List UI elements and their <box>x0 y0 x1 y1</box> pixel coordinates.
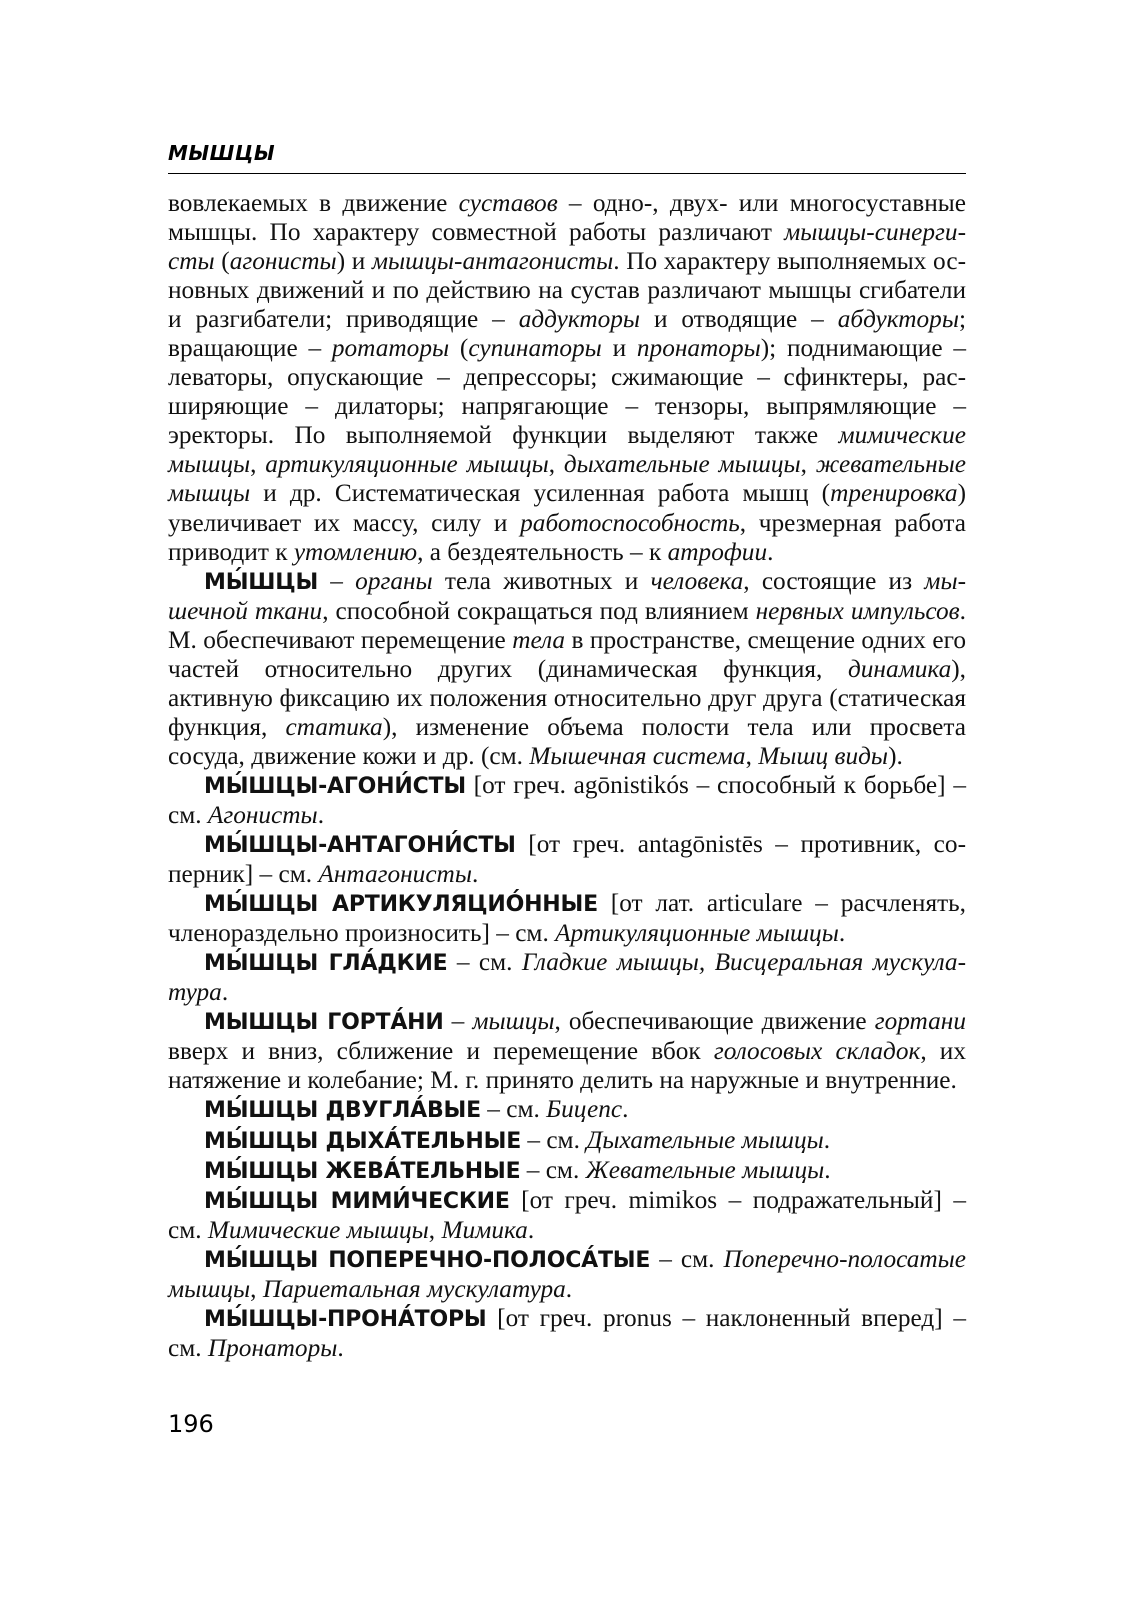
text-run: – <box>318 566 356 595</box>
text-run: ), активную фиксацию их положения относительно друг друга (статическая функция, <box>168 654 966 741</box>
text-run: – см. <box>520 1155 586 1184</box>
entry-myshtsy-artikulyatsionnye <box>168 889 966 948</box>
italic-term: утомлению <box>293 537 418 566</box>
entry-headword: МЫ́ШЦЫ ДВУГЛА́ВЫЕ <box>204 1098 481 1124</box>
italic-term: мышцы <box>472 1007 555 1036</box>
text-run: [от греч. mimikos – подражательный] – см. <box>168 1185 967 1244</box>
entry-headword: МЫ́ШЦЫ-АГОНИ́СТЫ <box>204 773 466 799</box>
text-run: . <box>527 1215 535 1244</box>
entry-headword: МЫ́ШЦЫ <box>204 569 319 595</box>
italic-term: Дыхательные мышцы <box>586 1125 824 1154</box>
text-run: . <box>221 978 229 1007</box>
header-rule <box>168 173 966 174</box>
entry-headword: МЫШЦЫ ГОРТА́НИ <box>204 1010 444 1036</box>
italic-term: Артикуляционные мышцы <box>555 919 839 948</box>
text-run: ) увеличивает их массу, силу и <box>168 479 966 537</box>
italic-term: суставов <box>458 189 558 217</box>
italic-term: мышцы-антагонисты <box>371 247 614 276</box>
text-run: ). <box>888 741 903 770</box>
italic-term: атрофии <box>667 537 768 566</box>
text-run: . <box>838 919 846 948</box>
text-run: ) и <box>336 247 372 276</box>
text-run: . <box>471 860 479 889</box>
entry-myshtsy-mimicheskie <box>168 1186 966 1245</box>
text-run: вверх и вниз, сближение и перемещение вбок <box>168 1037 714 1066</box>
text-run: [от греч. agōnistikós – способный к борьбе] – см. <box>168 770 966 829</box>
italic-term: Поперечно-полосатые мышцы <box>168 1244 966 1303</box>
italic-term: тела <box>512 625 566 654</box>
text-run: тела животных и <box>432 566 651 595</box>
italic-term: тренировка <box>830 479 958 508</box>
text-run: [от греч. antagōnistēs – противник, соперник] – см. <box>168 830 966 889</box>
italic-term: статика <box>285 712 383 741</box>
italic-term: Жевательные мышцы <box>585 1155 825 1184</box>
entry-headword: МЫ́ШЦЫ ПОПЕРЕЧНО-ПОЛОСА́ТЫЕ <box>204 1247 651 1273</box>
text-run: . <box>565 1274 573 1303</box>
text-run: , <box>745 741 759 770</box>
italic-term: Пронаторы <box>207 1333 338 1362</box>
continued-paragraph <box>168 189 966 567</box>
entry-myshtsy-poperechno-polosatye <box>168 1245 966 1304</box>
text-run: , а бездеятельность – к <box>417 537 668 566</box>
italic-term: жевательные мышцы <box>168 450 966 508</box>
italic-term: дыхательные мышцы <box>563 450 801 479</box>
page-number: 196 <box>168 1410 214 1438</box>
italic-term: Париетальная мускулатура <box>262 1274 566 1303</box>
text-run: ( <box>449 334 469 363</box>
text-run: , <box>800 450 816 479</box>
entry-myshtsy-gladkie <box>168 948 966 1007</box>
text-run: в пространстве, смещение одних его частей относительно других (динамическая функция, <box>168 625 966 683</box>
italic-term: Бицепс <box>546 1095 623 1124</box>
italic-term: работоспособность <box>520 508 740 537</box>
text-run: , <box>250 450 266 479</box>
italic-term: ротаторы <box>331 334 450 363</box>
italic-term: гортани <box>874 1007 966 1036</box>
text-run: , чрезмерная работа приводит к <box>168 508 966 566</box>
text-run: , их натяжение и колебание; М. г. принято делить на наружные и внутренние. <box>168 1037 966 1095</box>
text-run: . По характеру выполняемых основных движений и по действию на сустав различают мышцы сгибатели и разгибатели; приводящие – <box>168 247 966 334</box>
italic-term: мышечной ткани <box>168 566 967 625</box>
text-run: [от греч. pronus – наклоненный вперед] – см. <box>168 1303 966 1362</box>
text-run: . <box>824 1155 831 1184</box>
text-run: , <box>428 1215 442 1244</box>
italic-term: Мышц виды <box>758 741 889 770</box>
italic-term: аддукторы <box>518 305 641 334</box>
italic-term: супинаторы <box>468 334 602 363</box>
entry-myshtsy-agonisty <box>168 771 966 830</box>
entry-myshtsy-pronatory <box>168 1304 966 1363</box>
entry-myshtsy-antagonisty <box>168 830 966 889</box>
entry-headword: МЫ́ШЦЫ-АНТАГОНИ́СТЫ <box>204 833 516 859</box>
italic-term: Мимика <box>441 1215 528 1244</box>
text-run: и др. Систематическая усиленная работа мышц ( <box>250 479 831 508</box>
text-run: . <box>317 800 325 829</box>
text-run: ), изменение объема полости тела или просвета сосуда, движение кожи и др. (см. <box>168 712 966 770</box>
italic-term: Мимические мышцы <box>207 1215 429 1244</box>
italic-term: человека <box>650 566 744 595</box>
italic-term: динамика <box>847 654 952 683</box>
text-run: – см. <box>447 948 522 977</box>
italic-term: Гладкие мышцы, Висцеральная мускулатура <box>168 948 967 1007</box>
entry-myshtsy-zhevatelnye <box>168 1156 966 1186</box>
text-run: . <box>622 1095 629 1124</box>
italic-term: Антагонисты <box>318 860 472 889</box>
text-run: , <box>250 1274 263 1303</box>
text-run: . <box>767 537 774 566</box>
italic-term: голосовых складок <box>713 1037 921 1066</box>
text-run: . <box>823 1125 831 1154</box>
text-run: – <box>443 1007 473 1036</box>
entry-myshtsy-dykhatelnye <box>168 1126 966 1156</box>
entry-myshtsy-gortani <box>168 1007 966 1095</box>
entry-myshtsy <box>168 567 966 771</box>
text-run: вовлекаемых в движение <box>168 189 459 217</box>
entry-myshtsy-dvuglavye <box>168 1095 966 1125</box>
text-run: ( <box>214 247 230 276</box>
entry-headword: МЫ́ШЦЫ ГЛА́ДКИЕ <box>204 951 448 977</box>
italic-term: органы <box>355 566 433 595</box>
text-run: , <box>548 450 564 479</box>
text-run: – см. <box>521 1125 587 1154</box>
text-run: . <box>337 1333 344 1362</box>
text-run: , обеспечивающие движение <box>554 1007 875 1036</box>
italic-term: абдукторы <box>837 305 959 334</box>
italic-term: мимические мышцы <box>168 421 966 479</box>
entry-headword: МЫ́ШЦЫ ДЫХА́ТЕЛЬНЫЕ <box>204 1128 522 1154</box>
entry-headword: МЫ́ШЦЫ АРТИКУЛЯЦИО́ННЫЕ <box>204 892 598 918</box>
text-run: ; вращающие – <box>168 305 966 363</box>
entry-headword: МЫ́ШЦЫ ЖЕВА́ТЕЛЬНЫЕ <box>204 1158 521 1184</box>
text-run: . М. обеспечивают перемещение <box>168 596 966 654</box>
text-run: и отводящие – <box>640 305 838 334</box>
italic-term: агонисты <box>229 247 337 276</box>
text-run: – см. <box>650 1244 724 1273</box>
entry-headword: МЫ́ШЦЫ-ПРОНА́ТОРЫ <box>204 1306 487 1332</box>
dictionary-text <box>168 189 966 1363</box>
entry-headword: МЫ́ШЦЫ МИМИ́ЧЕСКИЕ <box>204 1188 510 1214</box>
text-run: , состоящие из <box>743 566 925 595</box>
italic-term: мышцы-синергисты <box>168 218 966 276</box>
text-run: – см. <box>480 1095 547 1124</box>
italic-term: артикуляционные мышцы <box>265 450 549 479</box>
text-run: и <box>601 334 637 363</box>
italic-term: Агонисты <box>207 800 318 829</box>
italic-term: нервных импульсов <box>755 596 960 625</box>
running-head: МЫШЦЫ <box>168 141 276 165</box>
italic-term: Мышечная система <box>529 741 746 770</box>
italic-term: пронаторы <box>636 334 761 363</box>
text-run: [от лат. articulare – расчленять, членораздельно произносить] – см. <box>168 889 966 948</box>
text-run: ); поднимающие – леваторы, опускающие – депрессоры; сжимающие – сфинктеры, расширяющие – дилаторы; напрягающие – тензоры, выпрямляющие – эректоры. По выполняемой функции выделяют также <box>168 334 966 450</box>
text-run: – одно-, двух- или многосуставные мышцы. По характеру совместной работы различают <box>168 189 966 247</box>
text-run: , способной сокращаться под влиянием <box>322 596 756 625</box>
